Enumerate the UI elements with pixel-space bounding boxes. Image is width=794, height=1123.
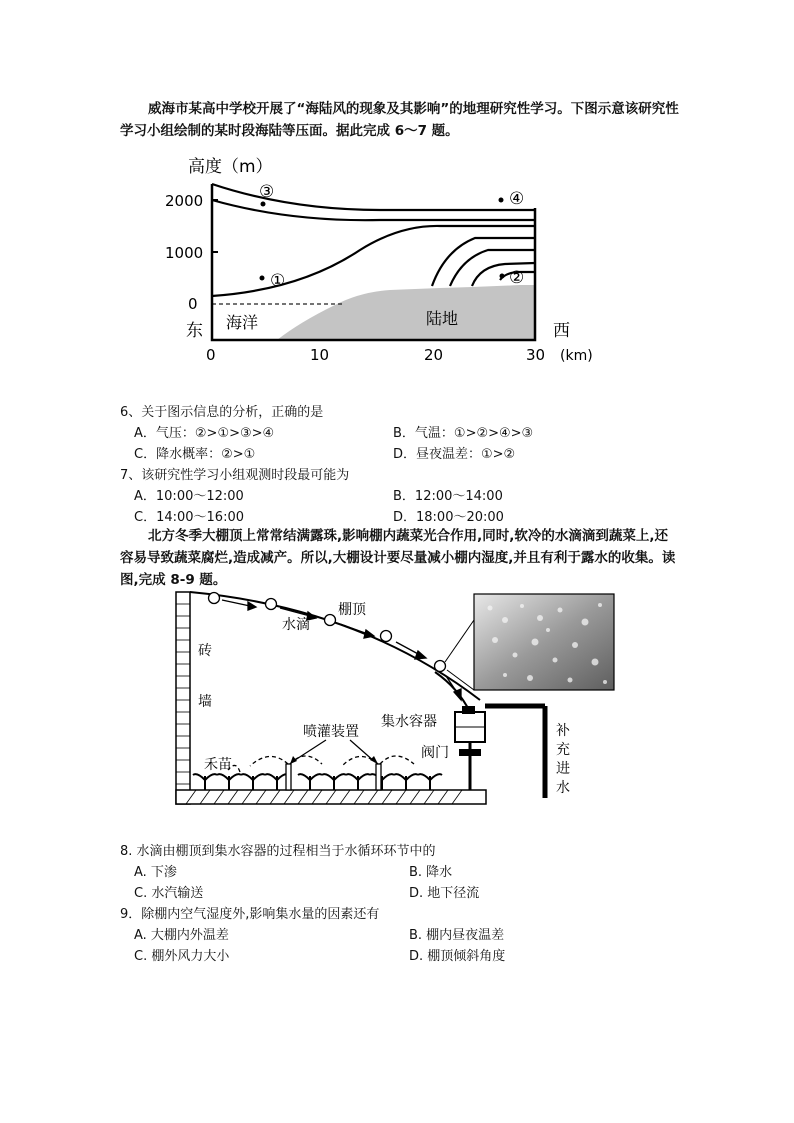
- greenhouse-roof: [190, 592, 480, 700]
- callout-line-1: [445, 620, 474, 662]
- droplet-5: [435, 661, 446, 672]
- q7-option-a[interactable]: A．10:00～12:00: [134, 489, 244, 504]
- valve: [459, 749, 481, 756]
- east-label: 东: [186, 321, 203, 341]
- question-6-stem: 6、关于图示信息的分析，正确的是: [120, 405, 324, 420]
- point-4-dot: [499, 198, 504, 203]
- q8-option-d[interactable]: D. 地下径流: [409, 886, 480, 901]
- point-1-label: ①: [270, 271, 286, 291]
- droplet-2: [266, 599, 277, 610]
- sprinkler-label: 喷灌装置: [303, 724, 359, 740]
- question-7-stem: 7、该研究性学习小组观测时段最可能为: [120, 468, 350, 483]
- land-area: [277, 285, 535, 340]
- y-axis-label: 高度（m）: [188, 157, 273, 177]
- question-8-stem: 8. 水滴由棚顶到集水容器的过程相当于水循环环节中的: [120, 844, 436, 859]
- question-9-stem: 9．除棚内空气湿度外,影响集水量的因素还有: [120, 907, 380, 922]
- q7-option-c[interactable]: C．14:00～16:00: [134, 510, 245, 525]
- point-1-dot: [260, 276, 265, 281]
- x-tick-10: 10: [310, 346, 330, 364]
- greenhouse-diagram: [170, 585, 620, 810]
- container-label: 集水容器: [381, 714, 437, 730]
- q7-option-d[interactable]: D．18:00～20:00: [393, 510, 504, 525]
- q6-option-d[interactable]: D．昼夜温差：①>②: [393, 447, 516, 462]
- roof-label: 棚顶: [338, 602, 366, 618]
- sprinkler-2: [376, 764, 381, 790]
- q7-option-b[interactable]: B．12:00～14:00: [393, 489, 503, 504]
- intro-paragraph-1: [120, 98, 680, 142]
- droplet-4: [381, 631, 392, 642]
- x-tick-20: 20: [424, 346, 444, 364]
- point-3-label: ③: [259, 182, 275, 202]
- sprinkler-1: [286, 764, 291, 790]
- q8-option-a[interactable]: A. 下渗: [134, 865, 177, 880]
- isobar-diagram: [165, 150, 615, 365]
- valve-label: 阀门: [421, 745, 449, 761]
- supply-label-3: 进: [556, 761, 570, 777]
- droplet-1: [209, 593, 220, 604]
- q6-option-b[interactable]: B．气温：①>②>④>③: [393, 426, 534, 441]
- drop-label: 水滴: [282, 617, 310, 633]
- supply-label-4: 水: [556, 780, 570, 796]
- droplet-3: [325, 615, 336, 626]
- supply-label-1: 补: [556, 723, 570, 739]
- y-tick-2000: 2000: [165, 192, 204, 210]
- seedling-label: 禾苗: [204, 757, 232, 773]
- x-tick-0: 0: [206, 346, 216, 364]
- point-2-label: ②: [509, 268, 525, 288]
- x-unit: (km): [560, 348, 593, 364]
- supply-label-2: 充: [556, 742, 570, 758]
- q6-option-c[interactable]: C．降水概率：②>①: [134, 447, 256, 462]
- sea-label: 海洋: [226, 313, 259, 332]
- west-label: 西: [553, 321, 570, 341]
- wall-label-1: 砖: [198, 643, 212, 659]
- q8-option-b[interactable]: B. 降水: [409, 865, 453, 880]
- q9-option-b[interactable]: B. 棚内昼夜温差: [409, 928, 505, 943]
- intro-text-2: 北方冬季大棚顶上常常结满露珠,影响棚内蔬菜光合作用,同时,软冷的水滴滴到蔬菜上,还容易导致蔬菜腐烂,造成减产。所以,大棚设计要尽量减小棚内湿度,并且有利于露水的收集。读图,完成 8-9 题。: [120, 528, 676, 588]
- intro-paragraph-2: [120, 525, 680, 591]
- spray-arcs: [228, 756, 414, 772]
- q6-option-a[interactable]: A．气压：②>①>③>④: [134, 426, 275, 441]
- intro-text-1: 威海市某高中学校开展了“海陆风的现象及其影响”的地理研究性学习。下图示意该研究性学习小组绘制的某时段海陆等压面。据此完成 6～7 题。: [120, 101, 679, 139]
- y-tick-1000: 1000: [165, 244, 204, 262]
- q9-option-c[interactable]: C. 棚外风力大小: [134, 949, 230, 964]
- isobar-3: [212, 226, 535, 296]
- q9-option-a[interactable]: A. 大棚内外温差: [134, 928, 229, 943]
- y-tick-0: 0: [188, 295, 198, 313]
- q8-option-c[interactable]: C. 水汽输送: [134, 886, 204, 901]
- land-label: 陆地: [426, 309, 459, 328]
- seedlings: [193, 774, 442, 790]
- x-tick-30: 30: [526, 346, 546, 364]
- point-4-label: ④: [509, 189, 525, 209]
- wall-label-2: 墙: [198, 694, 212, 710]
- point-3-dot: [261, 202, 266, 207]
- q9-option-d[interactable]: D. 棚顶倾斜角度: [409, 949, 506, 964]
- point-2-dot: [500, 274, 505, 279]
